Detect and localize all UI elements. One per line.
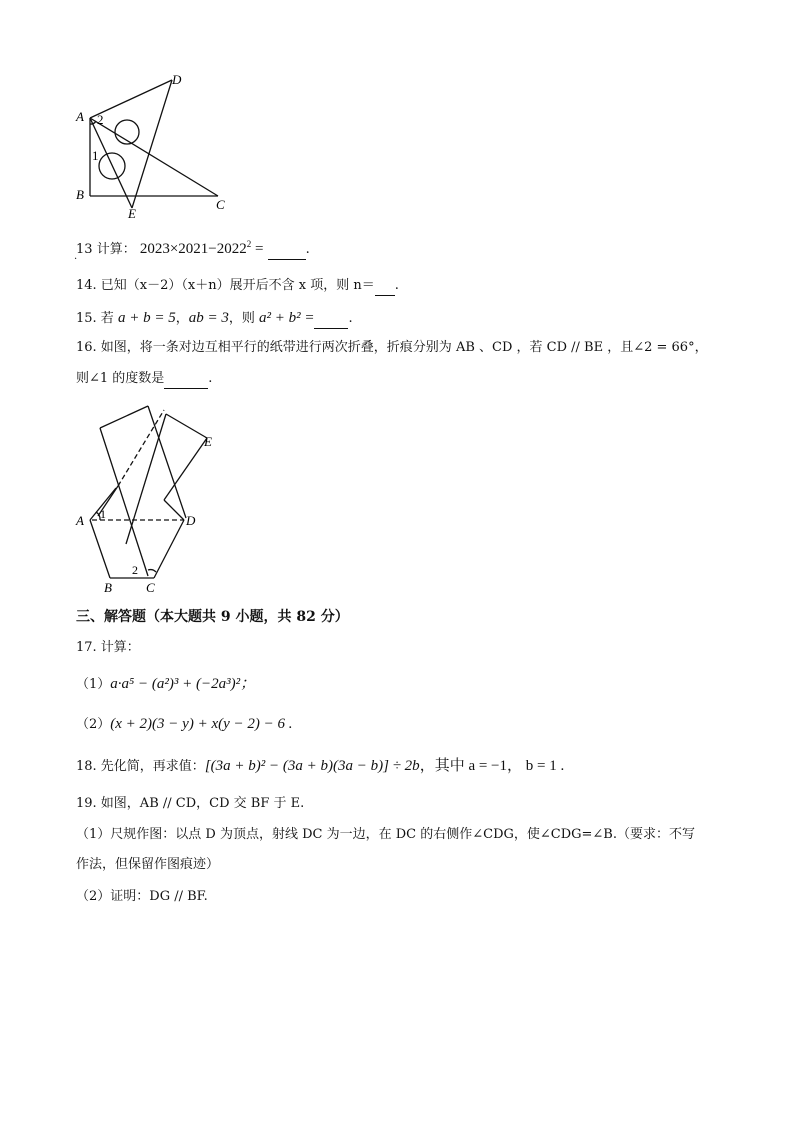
fig2-strip-line-4	[166, 414, 207, 438]
fig1-segment-ac	[90, 118, 218, 196]
fig2-label-angle2: 2	[132, 563, 138, 577]
q15-condition-2: ab = 3	[188, 310, 229, 326]
fig2-label-d: D	[186, 513, 196, 528]
fig2-segment-ab	[90, 520, 110, 578]
fig2-strip-line-5	[164, 438, 207, 500]
q16-answer-blank[interactable]	[164, 374, 208, 389]
q15-expression: a² + b² =	[258, 310, 315, 326]
question-19-part-1-line-2: 作法，但保留作图痕迹）	[76, 857, 220, 872]
fig2-strip-line-2	[100, 406, 148, 428]
fig1-label-angle2: 2	[97, 112, 104, 127]
fig1-segment-de	[132, 80, 172, 208]
q13-answer-blank[interactable]	[268, 245, 306, 260]
q13-expression: $2023\times 2021-2022^2$ =	[139, 239, 264, 257]
fig1-label-a: A	[76, 109, 84, 124]
q14-answer-blank[interactable]	[375, 281, 395, 296]
q18-expression: [(3a + b)² − (3a + b)(3a − b)] ÷ 2b	[204, 758, 420, 774]
fig2-segment-cd	[154, 520, 184, 578]
fig1-label-c: C	[216, 197, 225, 212]
q15-answer-blank[interactable]	[314, 314, 348, 329]
fig1-label-angle1: 1	[92, 148, 99, 163]
question-17-title: 17. 计算：	[76, 640, 140, 655]
question-18: 18. 先化简，再求值：[(3a + b)² − (3a + b)(3a − b)] ÷ 2b，其中 a = −1， b = 1 .	[76, 758, 565, 774]
fig1-label-d: D	[172, 72, 182, 87]
q15-condition-1: a + b = 5	[117, 310, 176, 326]
q18-condition: ，其中 a = −1， b = 1 .	[419, 758, 565, 774]
question-16-line-1: 16. 如图，将一条对边互相平行的纸带进行两次折叠，折痕分别为 AB 、CD ，若 CD // BE ，且∠2 = 66°，	[76, 340, 708, 355]
fig2-label-a: A	[76, 513, 84, 528]
fig1-label-b: B	[76, 187, 84, 202]
figure-triangles	[66, 66, 246, 226]
fig1-label-e: E	[128, 206, 136, 221]
fig2-label-c: C	[146, 580, 155, 595]
question-17-part-1: （1）a·a⁵ − (a²)³ + (−2a³)²；	[76, 676, 256, 692]
figure-folded-strip	[70, 400, 240, 600]
fig2-label-e: E	[204, 434, 212, 449]
q17-part-2-expression: (x + 2)(3 − y) + x(y − 2) − 6 .	[110, 716, 293, 732]
question-13: 13 计算： $2023\times 2021-2022^2$ = .	[76, 234, 310, 260]
q17-part-1-expression: a·a⁵ − (a²)³ + (−2a³)²；	[110, 676, 256, 692]
q14-text: 14. 已知（x－2）（x＋n）展开后不含 x 项，则 n＝	[76, 278, 375, 293]
question-19-part-2: （2）证明：DG // BF.	[76, 889, 208, 904]
section-3-heading: 三、解答题（本大题共 9 小题，共 82 分）	[76, 609, 349, 625]
question-19-title: 19. 如图，AB // CD，CD 交 BF 于 E.	[76, 796, 305, 811]
question-15: 15. 若 a + b = 5，ab = 3，则 a² + b² = .	[76, 308, 353, 329]
question-14: 14. 已知（x－2）（x＋n）展开后不含 x 项，则 n＝ .	[76, 276, 399, 296]
q13-text: 计算：	[96, 242, 136, 257]
q13-number: 13	[76, 242, 93, 257]
fig2-strip-line-6	[126, 414, 166, 544]
question-17-part-2: （2）(x + 2)(3 − y) + x(y − 2) − 6 .	[76, 716, 293, 732]
fig2-label-angle1: 1	[100, 507, 106, 521]
fig2-angle-arc-2	[148, 570, 156, 572]
question-16-line-2: 则∠1 的度数是 .	[76, 369, 212, 389]
fig2-crease-dashed-upper	[118, 410, 164, 486]
q13-dot-mark: .	[74, 251, 78, 262]
fig2-label-b: B	[104, 580, 112, 595]
question-19-part-1-line-1: （1）尺规作图：以点 D 为顶点，射线 DC 为一边，在 DC 的右侧作∠CDG，使∠CDG=∠B.（要求：不写	[76, 827, 695, 842]
